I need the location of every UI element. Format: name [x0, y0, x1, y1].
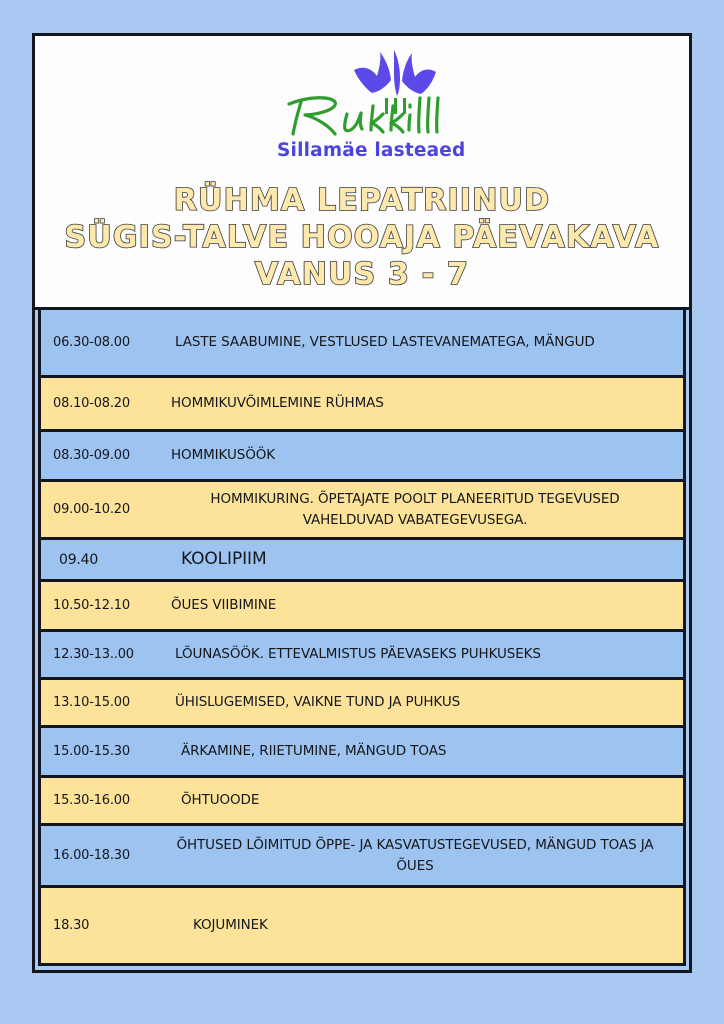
schedule-table [35, 310, 689, 970]
table-row [38, 482, 686, 540]
table-row [38, 378, 686, 432]
table-row [38, 432, 686, 482]
table-row [38, 680, 686, 728]
row-activity: ÕUES VIIBIMINE [171, 597, 277, 614]
poster-title [64, 182, 659, 294]
table-row [38, 728, 686, 778]
row-time: 16.00-18.30 [53, 848, 130, 863]
table-row [38, 888, 686, 966]
row-time: 09.00-10.20 [53, 502, 130, 517]
row-activity: HOMMIKUVÕIMLEMINE RÜHMAS [171, 395, 384, 412]
poster-frame [32, 33, 692, 973]
row-time: 15.30-16.00 [53, 793, 130, 808]
row-activity: LASTE SAABUMINE, VESTLUSED LASTEVANEMATEGA, MÄNGUD [175, 334, 595, 351]
row-time: 08.30-09.00 [53, 448, 130, 463]
row-activity: HOMMIKURING. ÕPETAJATE POOLT PLANEERITUD TEGEVUSED VAHELDUVAD VABATEGEVUSEGA. [210, 491, 620, 528]
table-row [38, 582, 686, 632]
logo-wordmark [279, 90, 445, 140]
row-activity: ÕHTUSED LÕIMITUD ÕPPE- JA KASVATUSTEGEVUSED, MÄNGUD TOAS JA ÕUES [176, 837, 654, 874]
row-time: 12.30-13..00 [53, 647, 134, 662]
title-line-2: SÜGIS-TALVE HOOAJA PÄEVAKAVA [64, 220, 660, 256]
table-row [38, 826, 686, 888]
row-time: 15.00-15.30 [53, 744, 130, 759]
table-row [38, 310, 686, 378]
row-activity: KOOLIPIIM [181, 548, 267, 569]
row-activity: LÕUNASÖÖK. ETTEVALMISTUS PÄEVASEKS PUHKUSEKS [175, 646, 541, 663]
row-time: 06.30-08.00 [53, 335, 130, 350]
row-time: 10.50-12.10 [53, 598, 130, 613]
row-activity: KOJUMINEK [193, 917, 268, 934]
row-activity: ÜHISLUGEMISED, VAIKNE TUND JA PUHKUS [175, 694, 461, 711]
row-time: 09.40 [59, 551, 99, 568]
title-line-1: RÜHMA LEPATRIINUD [173, 183, 551, 218]
table-row [38, 778, 686, 826]
row-activity: ÄRKAMINE, RIIETUMINE, MÄNGUD TOAS [181, 743, 447, 760]
table-row [38, 540, 686, 582]
title-line-3: VANUS 3 - 7 [254, 257, 470, 293]
row-time: 13.10-15.00 [53, 695, 130, 710]
row-time: 18.30 [53, 918, 90, 933]
kindergarten-logo [277, 48, 466, 166]
poster-header [35, 36, 689, 310]
logo-subtitle: Sillamäe lasteaed [277, 140, 466, 161]
table-row [38, 632, 686, 680]
row-time: 08.10-08.20 [53, 396, 130, 411]
row-activity: ÕHTUOODE [181, 792, 260, 809]
row-activity: HOMMIKUSÖÖK [171, 447, 275, 464]
